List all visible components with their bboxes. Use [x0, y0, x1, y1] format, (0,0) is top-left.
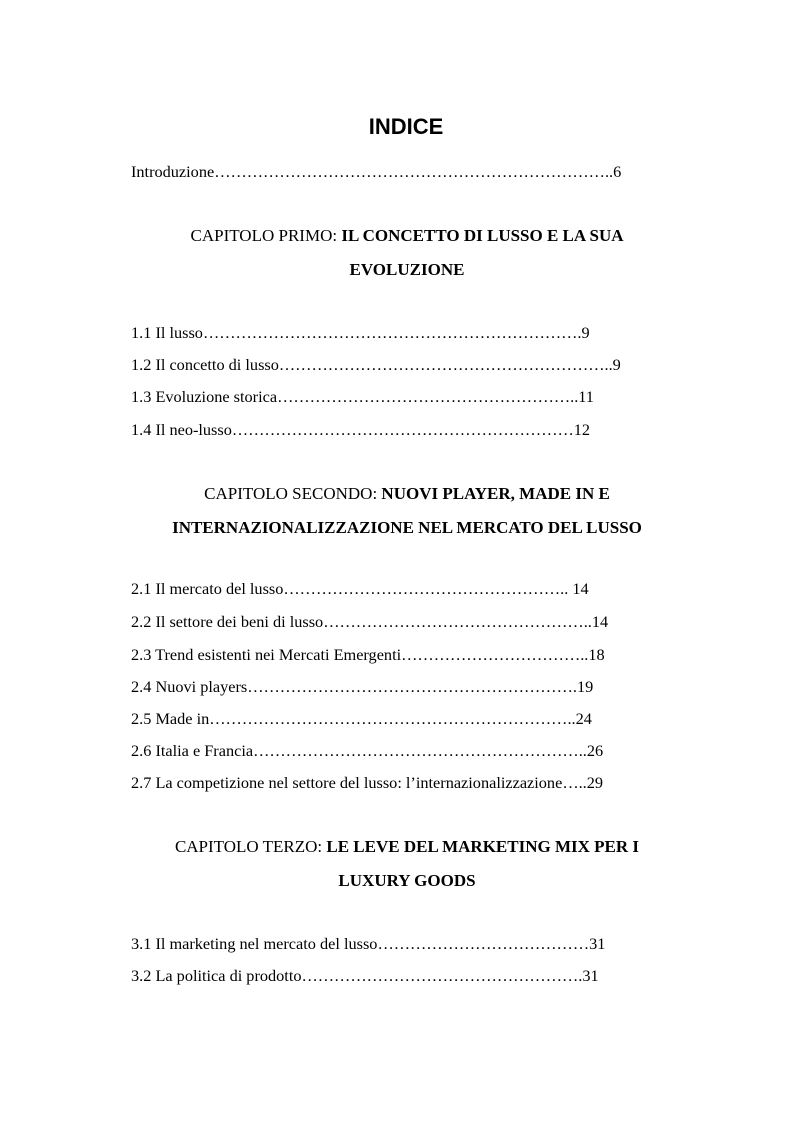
toc-entry-number: 2.6 — [131, 741, 152, 760]
toc-page-number: 26 — [586, 741, 604, 760]
toc-page-number: 9 — [612, 355, 621, 374]
toc-entry-label: Il settore dei beni di lusso — [155, 612, 324, 631]
toc-entry-label: La politica di prodotto — [155, 966, 302, 985]
chapter-title-cont: INTERNAZIONALIZZAZIONE NEL MERCATO DEL LUSSO — [172, 518, 642, 537]
toc-page-number: 19 — [576, 677, 594, 696]
toc-entry-number: 3.2 — [131, 966, 152, 985]
toc-page-number: 18 — [588, 645, 605, 664]
toc-entry-label: La competizione nel settore del lusso: l’internazionalizzazione — [155, 773, 563, 792]
toc-entry-number: 2.4 — [131, 677, 152, 696]
toc-entry-number: 2.2 — [131, 612, 152, 631]
toc-page-number: 31 — [589, 934, 606, 953]
toc-leader: ……………………………………………………………….. — [214, 162, 614, 181]
toc-leader: ………………………………………….. — [323, 612, 592, 631]
toc-leader: …………………………………………….. — [283, 579, 573, 598]
toc-page-number: 14 — [572, 579, 589, 598]
toc-leader: ……………………………………………………… — [231, 420, 574, 439]
chapter-label: CAPITOLO TERZO: — [174, 837, 327, 856]
toc-entry[interactable] — [131, 579, 691, 599]
page-title: INDICE — [368, 114, 444, 139]
toc-entry[interactable] — [131, 934, 691, 954]
toc-entry-number: 1.1 — [131, 323, 152, 342]
chapter-label: CAPITOLO SECONDO: — [204, 484, 382, 503]
toc-leader: …………………………………………………….. — [278, 355, 613, 374]
chapter-title: LE LEVE DEL MARKETING MIX PER I — [326, 837, 640, 856]
toc-entry-number: 2.5 — [131, 709, 152, 728]
toc-entry-number: 3.1 — [131, 934, 152, 953]
chapter-title: NUOVI PLAYER, MADE IN E — [381, 484, 610, 503]
toc-entry-number: 2.7 — [131, 773, 152, 792]
toc-entry-number: 2.1 — [131, 579, 152, 598]
chapter-heading-1 — [100, 219, 714, 287]
toc-leader: ……………………………………………………. — [247, 677, 577, 696]
toc-page-number: 12 — [573, 420, 591, 439]
chapter-label: CAPITOLO PRIMO: — [190, 226, 342, 245]
toc-entry-label: Italia e Francia — [155, 741, 254, 760]
toc-entry[interactable] — [131, 420, 691, 440]
toc-entry[interactable] — [131, 355, 691, 375]
toc-entry[interactable] — [131, 773, 691, 793]
toc-entry-label: Il lusso — [155, 323, 203, 342]
toc-page-number: 9 — [581, 323, 590, 342]
toc-entry-number: 1.2 — [131, 355, 152, 374]
chapter-heading-2 — [100, 477, 714, 545]
toc-page-number: 11 — [578, 387, 594, 406]
toc-entry-label: Il neo-lusso — [155, 420, 232, 439]
toc-entry-number: 1.4 — [131, 420, 152, 439]
toc-leader: ………………………………………………………….. — [209, 709, 576, 728]
toc-entry[interactable] — [131, 612, 691, 632]
toc-leader: ……………………………………………….. — [277, 387, 579, 406]
toc-leader: ………………………………… — [377, 934, 590, 953]
toc-page-number: 6 — [613, 162, 622, 181]
toc-leader: …………………………………………………….. — [253, 741, 587, 760]
toc-leader: ….. — [562, 773, 587, 792]
toc-entry-label: Il concetto di lusso — [155, 355, 279, 374]
toc-entry[interactable] — [131, 709, 691, 729]
toc-entry[interactable] — [131, 645, 691, 665]
toc-entry-number: 1.3 — [131, 387, 152, 406]
toc-entry-label: Introduzione — [131, 162, 215, 181]
toc-entry[interactable] — [131, 741, 691, 761]
toc-entry-label: Il mercato del lusso — [155, 579, 284, 598]
toc-entry-label: Trend esistenti nei Mercati Emergenti — [155, 645, 402, 664]
toc-entry-label: Made in — [155, 709, 210, 728]
toc-page-number: 31 — [582, 966, 599, 985]
toc-entry[interactable] — [131, 387, 691, 407]
toc-leader: …………………………….. — [401, 645, 589, 664]
toc-entry-label: Evoluzione storica — [155, 387, 278, 406]
chapter-title-cont: LUXURY GOODS — [338, 871, 476, 890]
toc-entry-label: Nuovi players — [155, 677, 248, 696]
chapter-title-cont: EVOLUZIONE — [349, 260, 465, 279]
toc-entry-introduzione[interactable] — [131, 162, 691, 182]
toc-entry[interactable] — [131, 323, 691, 343]
toc-page-number: 14 — [591, 612, 609, 631]
toc-entry[interactable] — [131, 966, 691, 986]
chapter-title: IL CONCETTO DI LUSSO E LA SUA — [341, 226, 624, 245]
toc-entry-label: Il marketing nel mercato del lusso — [155, 934, 378, 953]
toc-page-number: 24 — [575, 709, 592, 728]
toc-leader: ……………………………………………………………. — [202, 323, 582, 342]
toc-entry[interactable] — [131, 677, 691, 697]
chapter-heading-3 — [100, 830, 714, 898]
toc-page-number: 29 — [586, 773, 604, 792]
toc-leader: ……………………………………………. — [301, 966, 583, 985]
toc-entry-number: 2.3 — [131, 645, 152, 664]
